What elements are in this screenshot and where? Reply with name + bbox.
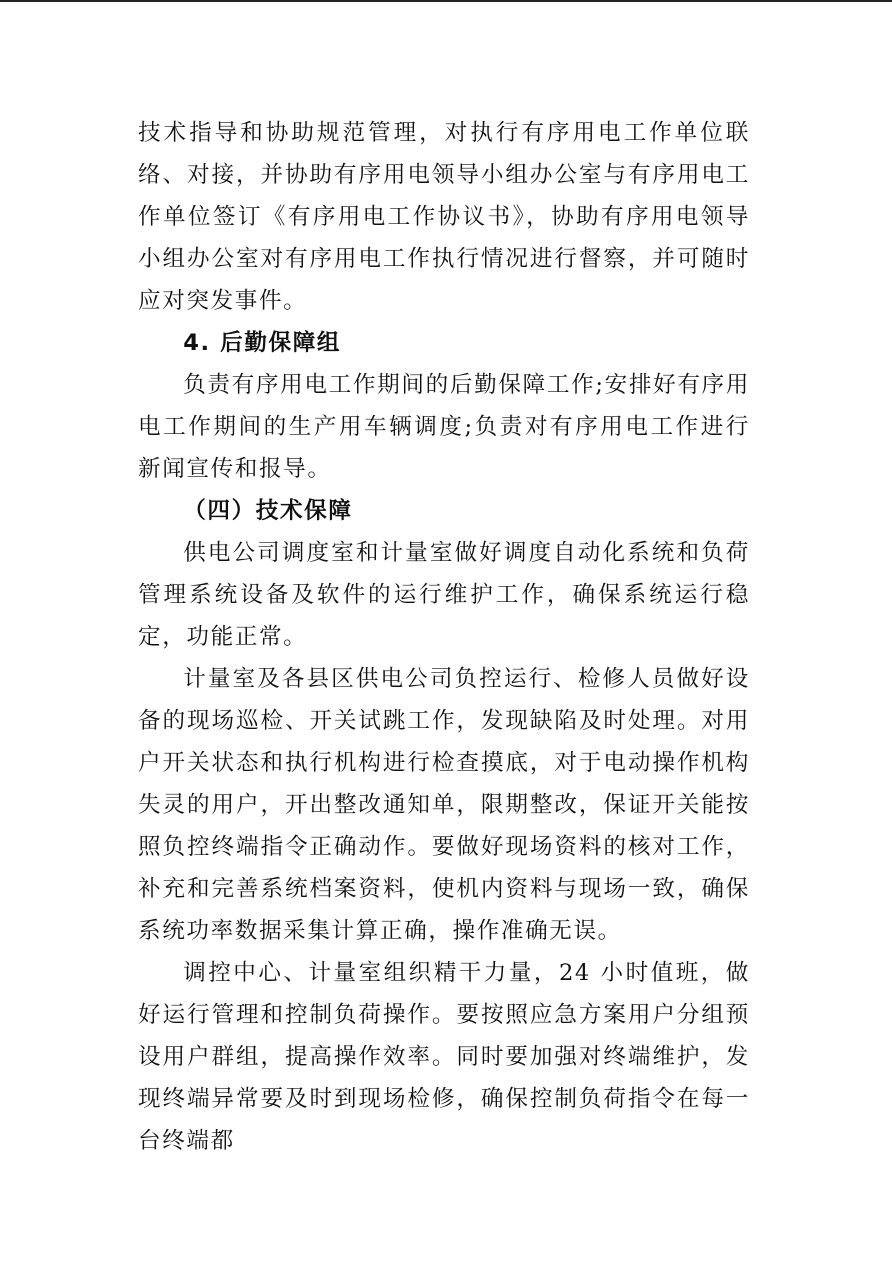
paragraph-metering: 计量室及各县区供电公司负控运行、检修人员做好设备的现场巡检、开关试跳工作，发现缺陷及时处理。对用户开关状态和执行机构进行检查摸底，对于电动操作机构失灵的用户，开出整改通知单，限期整改，保证开关能按照负控终端指令正确动作。要做好现场资料的核对工作，补充和完善系统档案资料，使机内资料与现场一致，确保系统功率数据采集计算正确，操作准确无误。 (138, 666, 750, 944)
paragraph-dispatch: 供电公司调度室和计量室做好调度自动化系统和负荷管理系统设备及软件的运行维护工作，确保系统运行稳定，功能正常。 (138, 540, 750, 650)
top-border-line (0, 0, 892, 2)
document-body (138, 112, 750, 1162)
paragraph-control-center: 调控中心、计量室组织精干力量，24 小时值班，做好运行管理和控制负荷操作。要按照应急方案用户分组预设用户群组，提高操作效率。同时要加强对终端维护，发现终端异常要及时到现场检修，确保控制负荷指令在每一台终端都 (138, 960, 750, 1154)
paragraph-continuation: 技术指导和协助规范管理，对执行有序用电工作单位联络、对接，并协助有序用电领导小组办公室与有序用电工作单位签订《有序用电工作协议书》，协助有序用电领导小组办公室对有序用电工作执行情况进行督察，并可随时应对突发事件。 (138, 120, 750, 314)
section-heading-tech-support: （四）技术保障 (183, 498, 353, 524)
section-heading-logistics: 4. 后勤保障组 (183, 330, 342, 356)
paragraph-logistics: 负责有序用电工作期间的后勤保障工作;安排好有序用电工作期间的生产用车辆调度;负责对有序用电工作进行新闻宣传和报导。 (138, 372, 750, 482)
